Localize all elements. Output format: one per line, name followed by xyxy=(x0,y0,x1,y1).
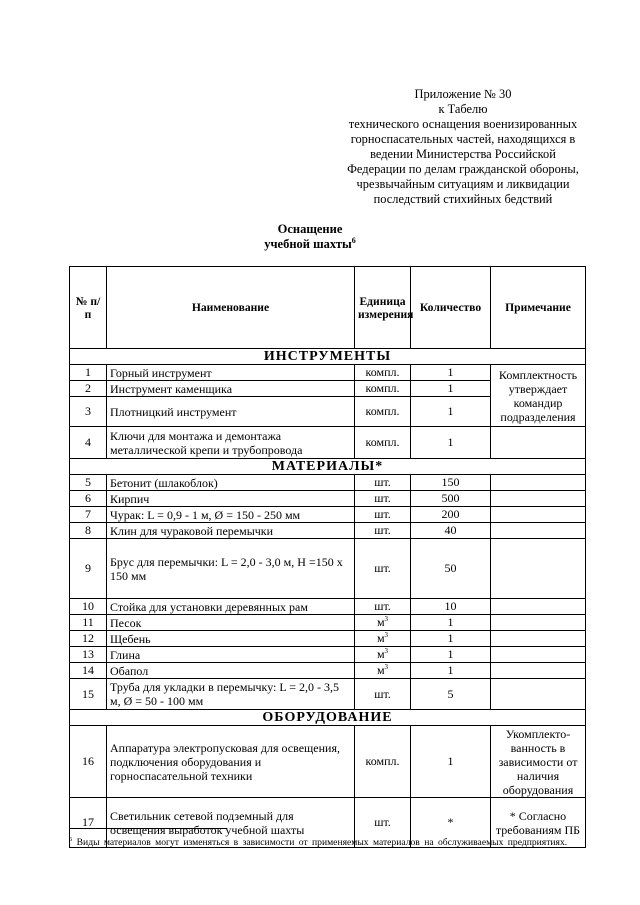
note-equipment-17: * Согласно требованиям ПБ xyxy=(491,798,586,848)
row-note xyxy=(491,427,586,459)
row-qty: 1 xyxy=(411,427,491,459)
row-num: 11 xyxy=(70,615,107,631)
section-equipment: ОБОРУДОВАНИЕ xyxy=(70,710,586,726)
footnote-mark: 6 xyxy=(69,835,73,843)
row-unit: шт. xyxy=(355,539,411,599)
row-unit xyxy=(355,631,411,647)
section-instruments: ИНСТРУМЕНТЫ xyxy=(70,349,586,365)
row-name: Брус для перемычки: L = 2,0 - 3,0 м, Н =150 х 150 мм xyxy=(107,539,355,599)
row-note xyxy=(491,647,586,663)
table-row xyxy=(70,663,586,679)
row-name: Инструмент каменщика xyxy=(107,381,355,397)
appendix-line: чрезвычайным ситуациям и ликвидации xyxy=(356,177,570,191)
section-materials: МАТЕРИАЛЫ* xyxy=(70,459,586,475)
section-row xyxy=(70,349,586,365)
row-name: Аппаратура электропусковая для освещения, подключения оборудования и горноспасательной техники xyxy=(107,726,355,798)
row-name: Обапол xyxy=(107,663,355,679)
table-row xyxy=(70,726,586,798)
header-name: Наименование xyxy=(107,267,355,349)
row-num: 13 xyxy=(70,647,107,663)
row-unit: компл. xyxy=(355,427,411,459)
table-header-row xyxy=(70,267,586,349)
row-note xyxy=(491,539,586,599)
row-num: 9 xyxy=(70,539,107,599)
table-row xyxy=(70,647,586,663)
row-name: Глина xyxy=(107,647,355,663)
table-row xyxy=(70,507,586,523)
table-row xyxy=(70,615,586,631)
unit-exponent: 3 xyxy=(384,631,389,639)
row-name: Светильник сетевой подземный для освещения выработок учебной шахты xyxy=(107,798,355,848)
section-row xyxy=(70,459,586,475)
row-note xyxy=(491,599,586,615)
row-qty: 150 xyxy=(411,475,491,491)
row-num: 8 xyxy=(70,523,107,539)
row-num: 3 xyxy=(70,397,107,427)
row-qty: 5 xyxy=(411,679,491,710)
row-qty: 1 xyxy=(411,726,491,798)
row-qty: 40 xyxy=(411,523,491,539)
row-unit xyxy=(355,663,411,679)
title-line-2-text: учебной шахты xyxy=(264,237,352,251)
row-num: 7 xyxy=(70,507,107,523)
row-num: 14 xyxy=(70,663,107,679)
table-row xyxy=(70,631,586,647)
title-line-1: Оснащение xyxy=(277,222,343,236)
row-name: Труба для укладки в перемычку: L = 2,0 - 3,5 м, Ø = 50 - 100 мм xyxy=(107,679,355,710)
row-note xyxy=(491,615,586,631)
row-name: Чурак: L = 0,9 - 1 м, Ø = 150 - 250 мм xyxy=(107,507,355,523)
row-qty: 200 xyxy=(411,507,491,523)
row-name: Кирпич xyxy=(107,491,355,507)
appendix-line: к Табелю xyxy=(438,102,488,116)
row-num: 4 xyxy=(70,427,107,459)
row-note xyxy=(491,491,586,507)
row-note xyxy=(491,475,586,491)
row-unit: шт. xyxy=(355,599,411,615)
row-num: 6 xyxy=(70,491,107,507)
row-name: Стойка для установки деревянных рам xyxy=(107,599,355,615)
document-title xyxy=(240,222,380,252)
title-footnote-mark: 6 xyxy=(351,235,356,245)
unit-exponent: 3 xyxy=(384,615,389,623)
note-instruments: Комплектность утверждает командир подразделения xyxy=(491,365,586,427)
row-name: Щебень xyxy=(107,631,355,647)
row-qty: 1 xyxy=(411,647,491,663)
appendix-line: технического оснащения военизированных xyxy=(348,117,578,131)
table-row xyxy=(70,365,586,381)
appendix-line: Федерации по делам гражданской обороны, xyxy=(347,162,579,176)
row-name: Песок xyxy=(107,615,355,631)
row-qty: 1 xyxy=(411,615,491,631)
unit-exponent: 3 xyxy=(384,647,389,655)
row-name: Бетонит (шлакоблок) xyxy=(107,475,355,491)
row-unit: компл. xyxy=(355,365,411,381)
unit-text: м xyxy=(376,615,385,629)
unit-text: м xyxy=(376,647,385,661)
note-equipment-16: Укомплекто-ванность в зависимости от наличия оборудования xyxy=(491,726,586,798)
header-num: № п/п xyxy=(70,267,107,349)
table-row xyxy=(70,523,586,539)
table-row xyxy=(70,475,586,491)
row-num: 16 xyxy=(70,726,107,798)
row-unit xyxy=(355,647,411,663)
row-note xyxy=(491,523,586,539)
table-row xyxy=(70,679,586,710)
unit-text: м xyxy=(376,631,385,645)
row-unit: шт. xyxy=(355,523,411,539)
appendix-header xyxy=(312,87,614,207)
footnote-divider xyxy=(69,828,227,829)
table-row xyxy=(70,539,586,599)
row-num: 10 xyxy=(70,599,107,615)
unit-exponent: 3 xyxy=(384,663,389,671)
row-qty: 10 xyxy=(411,599,491,615)
header-unit: Единица измерения xyxy=(355,267,411,349)
row-qty: 1 xyxy=(411,631,491,647)
row-qty: 500 xyxy=(411,491,491,507)
appendix-line: Приложение № 30 xyxy=(414,87,512,101)
row-num: 2 xyxy=(70,381,107,397)
appendix-line: ведении Министерства Российской xyxy=(370,147,556,161)
row-unit: шт. xyxy=(355,491,411,507)
row-note xyxy=(491,507,586,523)
row-name: Плотницкий инструмент xyxy=(107,397,355,427)
row-num: 15 xyxy=(70,679,107,710)
footnote xyxy=(69,836,585,849)
row-qty: 50 xyxy=(411,539,491,599)
row-name: Клин для чураковой перемычки xyxy=(107,523,355,539)
row-name: Горный инструмент xyxy=(107,365,355,381)
section-row xyxy=(70,710,586,726)
row-num: 5 xyxy=(70,475,107,491)
row-qty: 1 xyxy=(411,365,491,381)
row-unit: шт. xyxy=(355,798,411,848)
row-num: 1 xyxy=(70,365,107,381)
row-qty: 1 xyxy=(411,397,491,427)
row-unit: компл. xyxy=(355,726,411,798)
title-line-2 xyxy=(240,237,380,252)
row-note xyxy=(491,631,586,647)
row-num: 12 xyxy=(70,631,107,647)
header-note: Примечание xyxy=(491,267,586,349)
row-unit: компл. xyxy=(355,397,411,427)
row-name: Ключи для монтажа и демонтажа металлической крепи и трубопровода xyxy=(107,427,355,459)
table-row xyxy=(70,599,586,615)
row-unit: шт. xyxy=(355,507,411,523)
appendix-line: последствий стихийных бедствий xyxy=(373,192,553,206)
table-row xyxy=(70,491,586,507)
row-qty: 1 xyxy=(411,663,491,679)
row-qty: * xyxy=(411,798,491,848)
row-qty: 1 xyxy=(411,381,491,397)
unit-text: м xyxy=(376,663,385,677)
equipment-table xyxy=(69,266,586,848)
footnote-text: Виды материалов могут изменяться в зависимости от применяемых материалов на обслуживаемых предприятиях. xyxy=(76,837,568,848)
appendix-line: горноспасательных частей, находящихся в xyxy=(350,132,576,146)
header-qty: Количество xyxy=(411,267,491,349)
row-unit xyxy=(355,615,411,631)
row-note xyxy=(491,679,586,710)
row-unit: компл. xyxy=(355,381,411,397)
row-num: 17 xyxy=(70,798,107,848)
table-row xyxy=(70,427,586,459)
row-note xyxy=(491,663,586,679)
row-unit: шт. xyxy=(355,679,411,710)
row-unit: шт. xyxy=(355,475,411,491)
